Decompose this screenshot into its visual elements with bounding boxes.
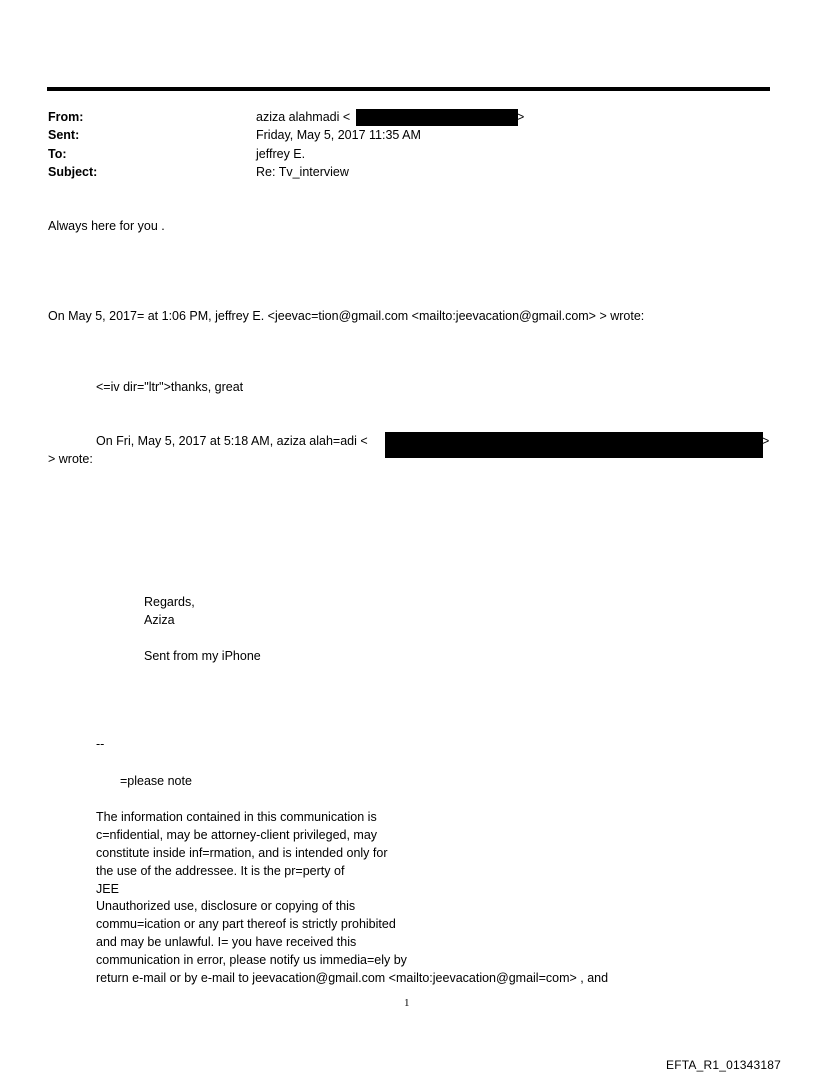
subject-value: Re: Tv_interview [256,165,349,179]
disclaimer-line: and may be unlawful. I= you have received this [96,935,357,949]
header-rule [47,87,770,91]
disclaimer-line: return e-mail or by e-mail to jeevacation@gmail.com <mailto:jeevacation@gmail=com> , and [96,971,609,985]
disclaimer-line: Unauthorized use, disclosure or copying of this [96,899,356,913]
please-note-text: =please note [120,774,192,788]
disclaimer-line: the use of the addressee. It is the pr=perty of [96,864,345,878]
to-label: To: [48,147,67,161]
reply-text: Always here for you . [48,219,165,233]
subject-label: Subject: [48,165,98,179]
redaction-box [385,432,763,458]
bates-number: EFTA_R1_01343187 [666,1058,782,1072]
separator-text: -- [96,737,105,751]
quote2-bracket: > [762,434,770,448]
from-value: aziza alahmadi < [256,110,351,124]
quote2-header: On Fri, May 5, 2017 at 5:18 AM, aziza alah=adi < [96,434,368,448]
quote1-text: <=iv dir="ltr">thanks, great [96,380,244,394]
sent-label: Sent: [48,128,80,142]
disclaimer-line: communication in error, please notify us immedia=ely by [96,953,407,967]
disclaimer-line: c=nfidential, may be attorney-client privileged, may [96,828,378,842]
page-number: 1 [404,997,410,1009]
regards-text: Regards, [144,595,195,609]
quote2-wrote: > wrote: [48,452,93,466]
disclaimer-line: The information contained in this communication is [96,810,377,824]
to-value: jeffrey E. [256,147,306,161]
sent-value: Friday, May 5, 2017 11:35 AM [256,128,421,142]
quote1-header: On May 5, 2017= at 1:06 PM, jeffrey E. <jeevac=tion@gmail.com <mailto:jeevacation@gmail.com> > wrote: [48,309,645,323]
disclaimer-line: JEE [96,882,119,896]
sender-name: Aziza [144,613,175,627]
redaction-box [356,109,518,126]
from-bracket: > [517,110,525,124]
signature-text: Sent from my iPhone [144,649,261,663]
disclaimer-line: commu=ication or any part thereof is strictly prohibited [96,917,396,931]
disclaimer-line: constitute inside inf=rmation, and is intended only for [96,846,388,860]
from-label: From: [48,110,84,124]
